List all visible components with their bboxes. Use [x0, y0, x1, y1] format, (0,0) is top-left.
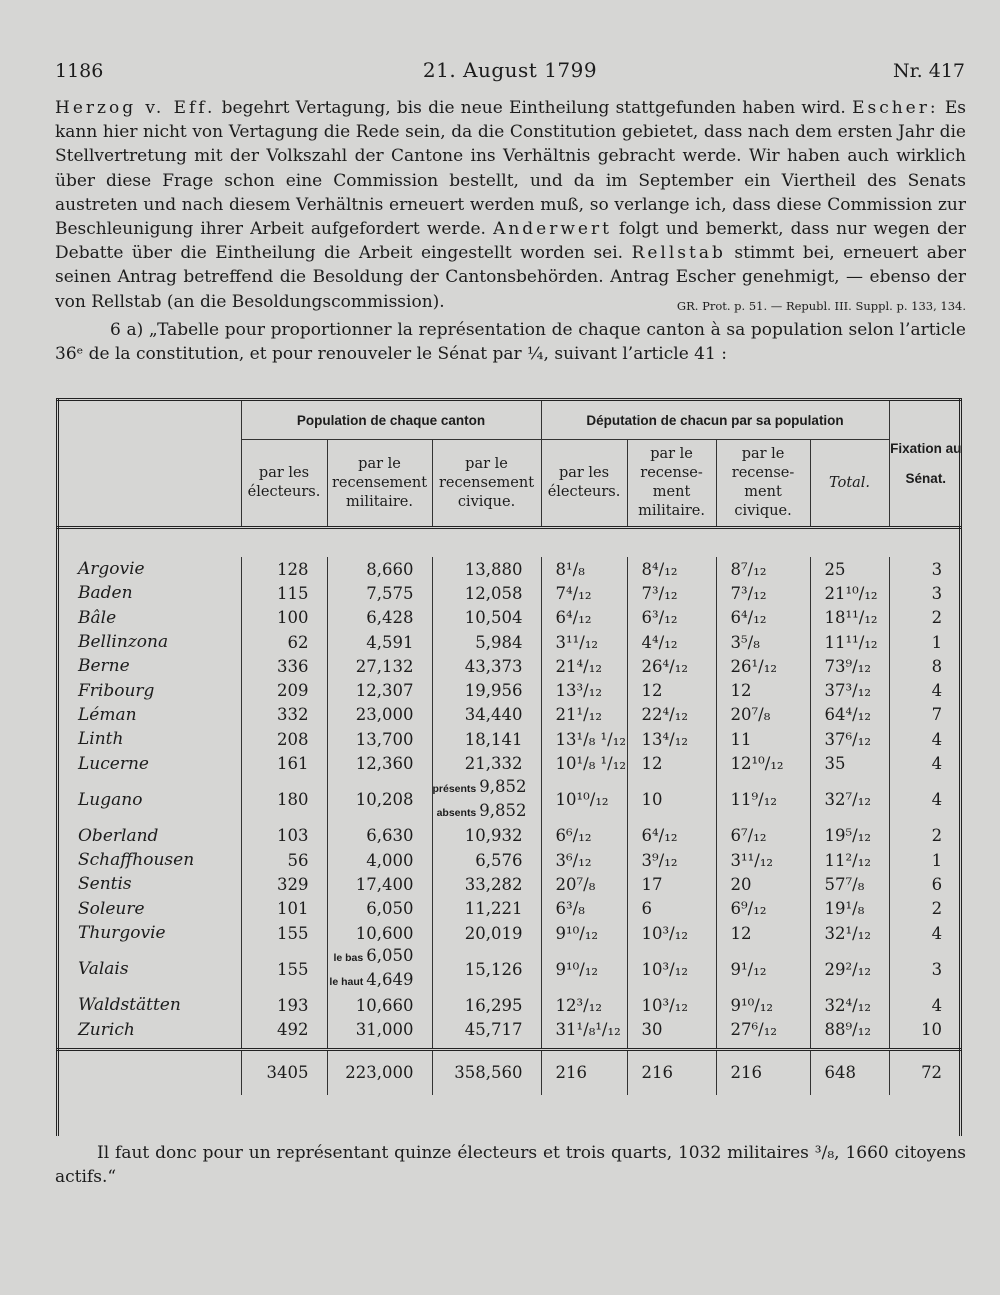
- dep-total: 37³/₁₂: [810, 678, 889, 702]
- col-pop-electeurs: par les électeurs.: [241, 440, 327, 528]
- pop-civique: 6,576: [432, 848, 541, 872]
- pop-militaire: 27,132: [327, 654, 432, 678]
- pop-civique: 15,126: [432, 945, 541, 993]
- total-dep-militaire: 216: [627, 1049, 716, 1095]
- canton-name: [56, 703, 241, 727]
- pop-civique: 21,332: [432, 751, 541, 775]
- senat-seats: 2: [889, 606, 962, 630]
- pop-militaire: [327, 945, 432, 993]
- canton-name: [56, 606, 241, 630]
- canton-name: [56, 824, 241, 848]
- table-row: [56, 630, 962, 654]
- canton-label: Bellinzona: [78, 632, 169, 653]
- senat-seats: 4: [889, 921, 962, 945]
- pop-civique: 11,221: [432, 897, 541, 921]
- pop-civique: 20,019: [432, 921, 541, 945]
- canton-label: Léman: [78, 704, 137, 725]
- table-row: [56, 654, 962, 678]
- dep-electeurs: 21¹/₁₂: [541, 703, 627, 727]
- pop-electeurs: 332: [241, 703, 327, 727]
- senat-seats: 7: [889, 703, 962, 727]
- col-pop-militaire: par le recensement militaire.: [327, 440, 432, 528]
- dep-electeurs: 21⁴/₁₂: [541, 654, 627, 678]
- pop-civique-presents-value: 9,852: [479, 776, 527, 796]
- total-senat: 72: [889, 1049, 962, 1095]
- dep-civique: 6⁷/₁₂: [716, 824, 810, 848]
- pop-civique: 18,141: [432, 727, 541, 751]
- canton-name: [56, 897, 241, 921]
- pop-militaire: 13,700: [327, 727, 432, 751]
- senat-seats: 3: [889, 557, 962, 581]
- total-pop-civique: 358,560: [432, 1049, 541, 1095]
- senat-seats: 3: [889, 581, 962, 605]
- table-row: [56, 921, 962, 945]
- pop-militaire: 23,000: [327, 703, 432, 727]
- pop-electeurs: 128: [241, 557, 327, 581]
- table-row: [56, 872, 962, 896]
- totals-row: [56, 1049, 962, 1095]
- senat-seats: 1: [889, 630, 962, 654]
- pop-militaire-haut-value: 4,649: [366, 970, 414, 990]
- canton-name: [56, 776, 241, 824]
- pop-civique: 45,717: [432, 1017, 541, 1049]
- senat-seats: 6: [889, 872, 962, 896]
- pop-civique: 10,932: [432, 824, 541, 848]
- debate-text: folgt und bemerkt, dass nur wegen der Debatte über die Eintheilung die Arbeit eingestellt worden sei.: [55, 219, 966, 264]
- senat-seats: 2: [889, 897, 962, 921]
- dep-civique: 3¹¹/₁₂: [716, 848, 810, 872]
- pop-militaire: 7,575: [327, 581, 432, 605]
- dep-total: 21¹⁰/₁₂: [810, 581, 889, 605]
- dep-electeurs: 13¹/₈ ¹/₁₂: [541, 727, 627, 751]
- pop-civique-absents-value: 9,852: [479, 800, 527, 820]
- canton-name: [56, 581, 241, 605]
- pop-electeurs: 155: [241, 945, 327, 993]
- canton-label: Bâle: [78, 607, 117, 628]
- canton-name: [56, 727, 241, 751]
- canton-name: [56, 630, 241, 654]
- senat-seats: 4: [889, 776, 962, 824]
- pop-electeurs: 100: [241, 606, 327, 630]
- pop-militaire-haut: [329, 969, 413, 993]
- dep-militaire: 7³/₁₂: [627, 581, 716, 605]
- pop-electeurs: 62: [241, 630, 327, 654]
- pop-electeurs: 336: [241, 654, 327, 678]
- dep-total: 73⁹/₁₂: [810, 654, 889, 678]
- dep-militaire: 10³/₁₂: [627, 993, 716, 1017]
- senat-seats: 1: [889, 848, 962, 872]
- pop-militaire-bas-label: le bas: [333, 952, 364, 965]
- dep-militaire: 6⁴/₁₂: [627, 824, 716, 848]
- pop-electeurs: 209: [241, 678, 327, 702]
- deputation-group-header: Députation de chacun par sa population: [541, 400, 889, 440]
- canton-name: [56, 872, 241, 896]
- pop-civique-presents: [433, 776, 527, 800]
- dep-militaire: 22⁴/₁₂: [627, 703, 716, 727]
- dep-electeurs: 31¹/₈¹/₁₂: [541, 1017, 627, 1049]
- canton-label: Berne: [78, 656, 130, 677]
- pop-militaire-bas-value: 6,050: [366, 946, 414, 966]
- pop-civique: 13,880: [432, 557, 541, 581]
- table-row: [56, 678, 962, 702]
- pop-civique: [432, 776, 541, 824]
- pop-electeurs: 492: [241, 1017, 327, 1049]
- pop-electeurs: 193: [241, 993, 327, 1017]
- table-row: [56, 776, 962, 824]
- dep-electeurs: 3⁶/₁₂: [541, 848, 627, 872]
- debate-text: Es kann hier nicht von Vertagung die Rede sein, da die Constitution gebietet, dass nach dem ersten Jahr die Stellvertretung mit der Volkszahl der Cantone ins Verhältnis gebracht werde. Wir haben auch wirklich über diese Frage schon eine Commission bestellt, und da im September ein Viertheil des Senats austreten und nach diesem Verhältnis erneuert werden muß, so verlange ich, dass diese Commission zur Beschleunigung ihrer Arbeit aufgefordert werde.: [55, 98, 966, 240]
- dep-civique: 26¹/₁₂: [716, 654, 810, 678]
- canton-name: [56, 945, 241, 993]
- canton-name: [56, 654, 241, 678]
- dep-total: 19¹/₈: [810, 897, 889, 921]
- table-introduction: 6 a) „Tabelle pour proportionner la représentation de chaque canton à sa population selon l’article 36ᵉ de la constitution, et pour renouveler le Sénat par ¼, suivant l’article 41 :: [55, 319, 966, 365]
- total-total: 648: [810, 1049, 889, 1095]
- canton-label: Zurich: [78, 1019, 135, 1040]
- fixation-header: Fixation au Sénat.: [889, 400, 962, 528]
- dep-civique: 3⁵/₈: [716, 630, 810, 654]
- senat-seats: 8: [889, 654, 962, 678]
- dep-electeurs: 3¹¹/₁₂: [541, 630, 627, 654]
- dep-civique: 12¹⁰/₁₂: [716, 751, 810, 775]
- table-body: [56, 553, 962, 1049]
- dep-civique: 27⁶/₁₂: [716, 1017, 810, 1049]
- canton-name: [56, 993, 241, 1017]
- dep-militaire: 3⁹/₁₂: [627, 848, 716, 872]
- dep-civique: 11: [716, 727, 810, 751]
- pop-civique: 16,295: [432, 993, 541, 1017]
- pop-militaire: 4,000: [327, 848, 432, 872]
- dep-total: 37⁶/₁₂: [810, 727, 889, 751]
- dep-electeurs: 8¹/₈: [541, 557, 627, 581]
- col-total: Total.: [810, 440, 889, 528]
- dep-total: 11¹¹/₁₂: [810, 630, 889, 654]
- canton-name: [56, 1017, 241, 1049]
- senat-seats: 4: [889, 678, 962, 702]
- page-header: [55, 60, 965, 90]
- dep-militaire: 10: [627, 776, 716, 824]
- table-row: [56, 848, 962, 872]
- dep-total: 29²/₁₂: [810, 945, 889, 993]
- debate-text: begehrt Vertagung, bis die neue Eintheilung stattgefunden haben wird.: [215, 98, 853, 118]
- table-row: [56, 1017, 962, 1049]
- dep-electeurs: 6⁴/₁₂: [541, 606, 627, 630]
- document-number: Nr. 417: [893, 60, 965, 82]
- dep-total: 88⁹/₁₂: [810, 1017, 889, 1049]
- dep-civique: 7³/₁₂: [716, 581, 810, 605]
- dep-militaire: 26⁴/₁₂: [627, 654, 716, 678]
- speaker-name: Herzog v. Eff.: [55, 98, 216, 118]
- pop-civique: 43,373: [432, 654, 541, 678]
- dep-civique: 6⁹/₁₂: [716, 897, 810, 921]
- total-dep-civique: 216: [716, 1049, 810, 1095]
- total-pop-electeurs: 3405: [241, 1049, 327, 1095]
- dep-civique: 12: [716, 921, 810, 945]
- debate-text: stimmt bei, erneuert aber seinen Antrag betreffend die Besoldung der Cantonsbehörden. Antrag Escher genehmigt, — ebenso der von Rellstab (an die Besoldungscommission).: [55, 243, 966, 312]
- senat-seats: 4: [889, 751, 962, 775]
- dep-militaire: 12: [627, 678, 716, 702]
- total-pop-militaire: 223,000: [327, 1049, 432, 1095]
- pop-militaire-haut-label: le haut: [329, 976, 364, 989]
- pop-militaire: 8,660: [327, 557, 432, 581]
- senat-seats: 4: [889, 727, 962, 751]
- pop-electeurs: 155: [241, 921, 327, 945]
- pop-electeurs: 329: [241, 872, 327, 896]
- dep-electeurs: 20⁷/₈: [541, 872, 627, 896]
- pop-civique: 5,984: [432, 630, 541, 654]
- dep-electeurs: 10¹⁰/₁₂: [541, 776, 627, 824]
- canton-label: Schaffhousen: [78, 850, 195, 871]
- closing-text: [55, 1141, 966, 1189]
- pop-electeurs: 115: [241, 581, 327, 605]
- canton-label: Soleure: [78, 898, 145, 919]
- canton-label: Waldstätten: [78, 995, 181, 1016]
- speaker-name: Escher:: [852, 98, 939, 118]
- senat-seats: 3: [889, 945, 962, 993]
- dep-militaire: 8⁴/₁₂: [627, 557, 716, 581]
- dep-civique: 9¹/₁₂: [716, 945, 810, 993]
- pop-civique: 33,282: [432, 872, 541, 896]
- col-dep-civique: par le recense-ment civique.: [716, 440, 810, 528]
- pop-militaire: 4,591: [327, 630, 432, 654]
- pop-militaire: 6,050: [327, 897, 432, 921]
- source-citation: GR. Prot. p. 51. — Republ. III. Suppl. p. 133, 134.: [676, 298, 966, 313]
- pop-electeurs: 208: [241, 727, 327, 751]
- col-dep-militaire: par le recense-ment militaire.: [627, 440, 716, 528]
- dep-total: 35: [810, 751, 889, 775]
- dep-total: 19⁵/₁₂: [810, 824, 889, 848]
- dep-total: 11²/₁₂: [810, 848, 889, 872]
- dep-electeurs: 6³/₈: [541, 897, 627, 921]
- senat-seats: 10: [889, 1017, 962, 1049]
- closing-paragraph: Il faut donc pour un représentant quinze électeurs et trois quarts, 1032 militaires ³/₈, 1660 citoyens actifs.“: [55, 1143, 966, 1187]
- dep-civique: 9¹⁰/₁₂: [716, 993, 810, 1017]
- senat-seats: 4: [889, 993, 962, 1017]
- dep-civique: 8⁷/₁₂: [716, 557, 810, 581]
- canton-label: Thurgovie: [78, 923, 166, 943]
- dep-militaire: 30: [627, 1017, 716, 1049]
- dep-militaire: 12: [627, 751, 716, 775]
- dep-militaire: 10³/₁₂: [627, 945, 716, 993]
- pop-militaire-bas: [329, 945, 413, 969]
- pop-civique-presents-label: présents: [432, 782, 477, 795]
- pop-civique: 19,956: [432, 678, 541, 702]
- table-row: [56, 581, 962, 605]
- pop-electeurs: 101: [241, 897, 327, 921]
- dep-electeurs: 12³/₁₂: [541, 993, 627, 1017]
- dep-electeurs: 6⁶/₁₂: [541, 824, 627, 848]
- speaker-name: Rellstab: [631, 243, 726, 264]
- canton-name: [56, 678, 241, 702]
- pop-militaire: 10,208: [327, 776, 432, 824]
- dep-civique: 12: [716, 678, 810, 702]
- dep-civique: 11⁹/₁₂: [716, 776, 810, 824]
- canton-label: Lucerne: [78, 753, 149, 774]
- dep-total: 64⁴/₁₂: [810, 703, 889, 727]
- dep-total: 32⁷/₁₂: [810, 776, 889, 824]
- table-row: [56, 703, 962, 727]
- population-table: [56, 398, 962, 1095]
- senat-seats: 2: [889, 824, 962, 848]
- canton-label: Fribourg: [78, 680, 155, 701]
- dep-total: 32⁴/₁₂: [810, 993, 889, 1017]
- page-date: 21. August 1799: [422, 58, 598, 82]
- pop-militaire: 6,630: [327, 824, 432, 848]
- dep-militaire: 10³/₁₂: [627, 921, 716, 945]
- canton-name: [56, 848, 241, 872]
- canton-label: Linth: [78, 729, 124, 750]
- pop-militaire: 17,400: [327, 872, 432, 896]
- canton-label: Sentis: [78, 874, 132, 895]
- pop-electeurs: 56: [241, 848, 327, 872]
- dep-civique: 20⁷/₈: [716, 703, 810, 727]
- canton-label: Baden: [78, 583, 133, 604]
- pop-militaire: 31,000: [327, 1017, 432, 1049]
- pop-civique-absents-label: absents: [436, 806, 477, 819]
- dep-militaire: 6: [627, 897, 716, 921]
- pop-militaire: 10,600: [327, 921, 432, 945]
- debate-paragraph: [55, 96, 966, 314]
- canton-name: [56, 751, 241, 775]
- pop-militaire: 12,307: [327, 678, 432, 702]
- pop-electeurs: 103: [241, 824, 327, 848]
- dep-total: 32¹/₁₂: [810, 921, 889, 945]
- proceedings-text: [55, 96, 966, 366]
- col-pop-civique: par le recensement civique.: [432, 440, 541, 528]
- dep-electeurs: 10¹/₈ ¹/₁₂: [541, 751, 627, 775]
- table-row: [56, 824, 962, 848]
- dep-civique: 20: [716, 872, 810, 896]
- dep-civique: 6⁴/₁₂: [716, 606, 810, 630]
- table-row: [56, 945, 962, 993]
- total-dep-electeurs: 216: [541, 1049, 627, 1095]
- dep-militaire: 17: [627, 872, 716, 896]
- pop-civique-absents: [433, 800, 527, 824]
- pop-civique: 10,504: [432, 606, 541, 630]
- table-row: [56, 557, 962, 581]
- dep-electeurs: 13³/₁₂: [541, 678, 627, 702]
- col-dep-electeurs: par les électeurs.: [541, 440, 627, 528]
- canton-name: [56, 921, 241, 945]
- pop-militaire: 12,360: [327, 751, 432, 775]
- table-row: [56, 751, 962, 775]
- table-row: [56, 606, 962, 630]
- canton-label: Valais: [78, 959, 129, 980]
- canton-label: Lugano: [78, 789, 143, 810]
- dep-total: 57⁷/₈: [810, 872, 889, 896]
- dep-militaire: 4⁴/₁₂: [627, 630, 716, 654]
- dep-total: 25: [810, 557, 889, 581]
- dep-militaire: 6³/₁₂: [627, 606, 716, 630]
- pop-electeurs: 161: [241, 751, 327, 775]
- canton-label: Oberland: [78, 825, 159, 846]
- dep-militaire: 13⁴/₁₂: [627, 727, 716, 751]
- page-number: 1186: [55, 60, 104, 82]
- pop-civique: 34,440: [432, 703, 541, 727]
- table-row: [56, 727, 962, 751]
- canton-label: Argovie: [78, 559, 145, 580]
- dep-electeurs: 7⁴/₁₂: [541, 581, 627, 605]
- pop-electeurs: 180: [241, 776, 327, 824]
- pop-civique: 12,058: [432, 581, 541, 605]
- table-row: [56, 897, 962, 921]
- dep-electeurs: 9¹⁰/₁₂: [541, 945, 627, 993]
- pop-militaire: 10,660: [327, 993, 432, 1017]
- population-group-header: Population de chaque canton: [241, 400, 541, 440]
- canton-name: [56, 557, 241, 581]
- dep-electeurs: 9¹⁰/₁₂: [541, 921, 627, 945]
- pop-militaire: 6,428: [327, 606, 432, 630]
- table-row: [56, 993, 962, 1017]
- dep-total: 18¹¹/₁₂: [810, 606, 889, 630]
- speaker-name: Anderwert: [493, 219, 612, 240]
